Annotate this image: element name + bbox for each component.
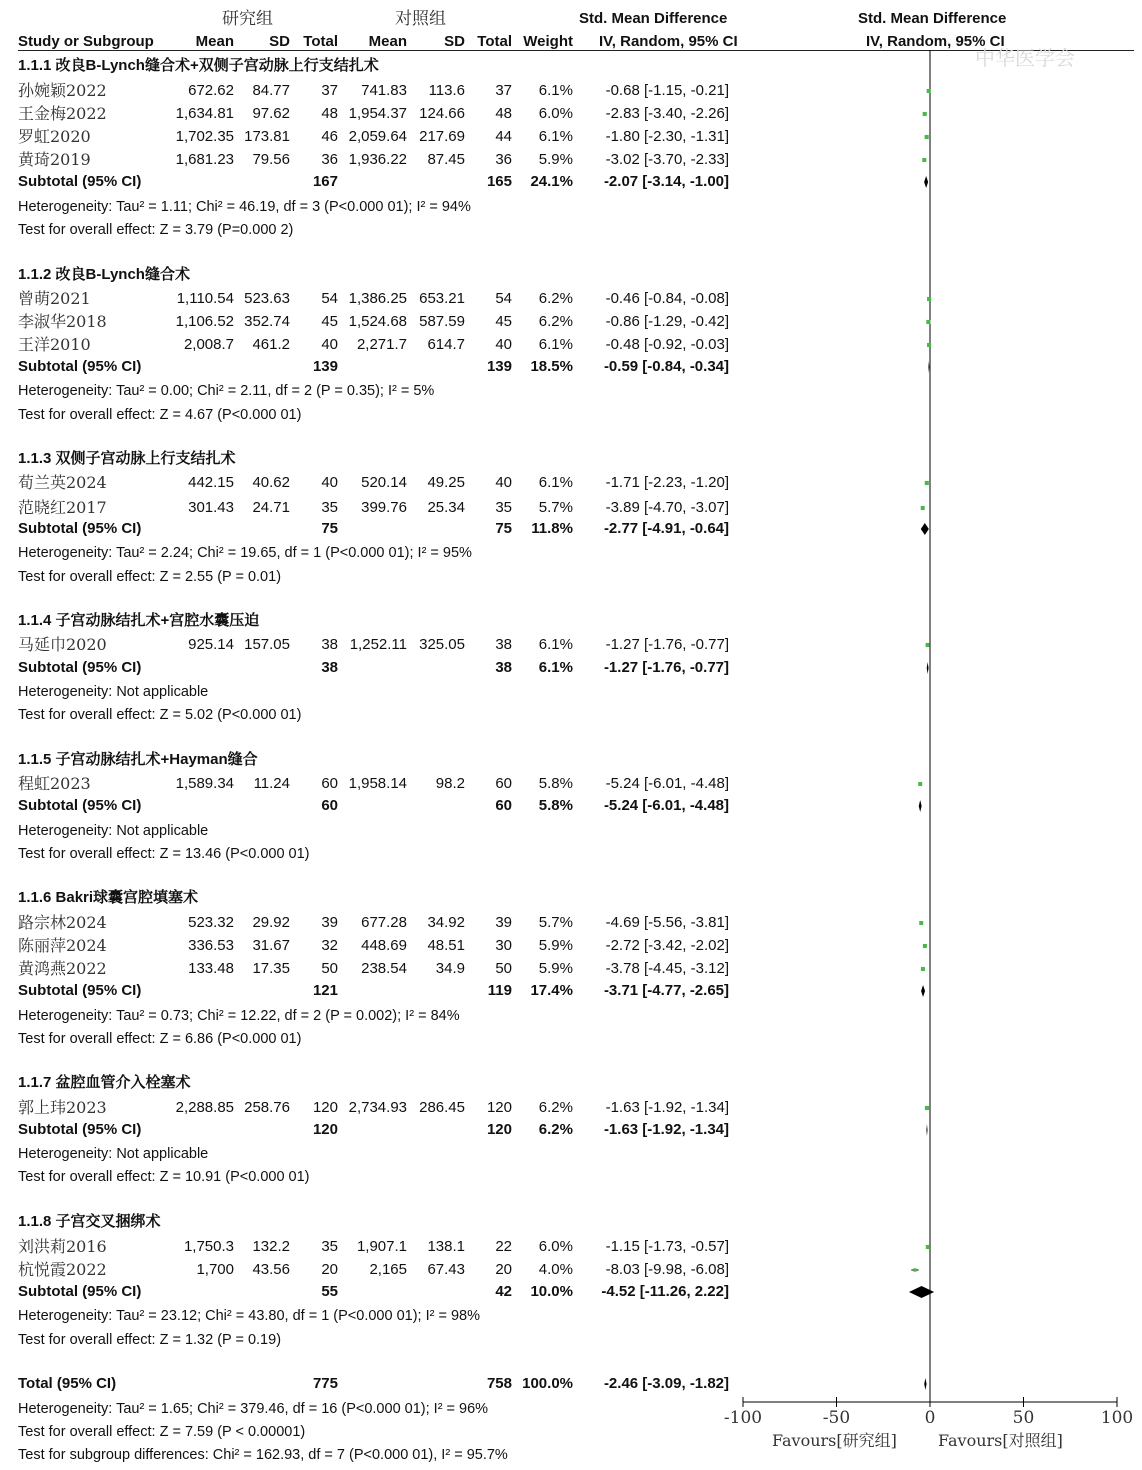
study-point <box>927 297 931 301</box>
study-name: 陈丽萍2024 <box>18 936 107 955</box>
study-sd1: 132.2 <box>252 1238 290 1255</box>
study-mean1: 2,008.7 <box>183 336 234 353</box>
subgroup-stat: Test for overall effect: Z = 13.46 (P<0.000 01) <box>18 846 310 862</box>
total-stat: Heterogeneity: Tau² = 1.65; Chi² = 379.46, df = 16 (P<0.000 01); I² = 96% <box>18 1401 489 1417</box>
study-weight: 5.7% <box>538 499 573 516</box>
study-n1: 54 <box>321 290 338 307</box>
total-n1: 775 <box>312 1375 338 1392</box>
study-ci: -3.89 [-4.70, -3.07] <box>605 499 729 516</box>
study-weight: 6.1% <box>538 474 573 491</box>
study-mean1: 2,288.85 <box>175 1099 234 1116</box>
x-tick-label: 50 <box>1012 1408 1035 1428</box>
study-sd2: 98.2 <box>435 775 465 792</box>
study-mean2: 677.28 <box>361 914 407 931</box>
study-name: 马延巾2020 <box>18 635 107 654</box>
study-n1: 48 <box>321 105 338 122</box>
study-sd2: 34.92 <box>427 914 465 931</box>
study-n1: 40 <box>321 474 338 491</box>
study-mean2: 399.76 <box>361 499 407 516</box>
study-n2: 40 <box>495 474 512 491</box>
col-mean1: Mean <box>195 33 234 50</box>
study-weight: 6.2% <box>538 313 573 330</box>
study-mean1: 336.53 <box>188 937 234 954</box>
study-mean2: 448.69 <box>361 937 407 954</box>
subgroup-stat: Test for overall effect: Z = 4.67 (P<0.000 01) <box>18 407 302 423</box>
x-tick-label: 100 <box>1100 1408 1134 1428</box>
subgroup-stat: Test for overall effect: Z = 6.86 (P<0.000 01) <box>18 1031 302 1047</box>
study-sd1: 24.71 <box>252 499 290 516</box>
study-sd1: 461.2 <box>252 336 290 353</box>
study-n2: 22 <box>495 1238 512 1255</box>
subgroup-stat: Heterogeneity: Not applicable <box>18 1146 209 1162</box>
study-weight: 6.1% <box>538 636 573 653</box>
study-n2: 20 <box>495 1261 512 1278</box>
study-mean2: 1,386.25 <box>348 290 407 307</box>
study-sd2: 124.66 <box>419 105 465 122</box>
study-mean1: 133.48 <box>188 960 234 977</box>
subtotal-n1: 121 <box>312 982 338 999</box>
study-mean1: 1,750.3 <box>183 1238 234 1255</box>
study-mean2: 741.83 <box>361 82 407 99</box>
study-n2: 40 <box>495 336 512 353</box>
study-n1: 36 <box>321 151 338 168</box>
study-n1: 37 <box>321 82 338 99</box>
subtotal-ci: -4.52 [-11.26, 2.22] <box>601 1283 729 1300</box>
study-mean1: 1,702.35 <box>175 128 234 145</box>
study-sd1: 84.77 <box>252 82 290 99</box>
subtotal-weight: 24.1% <box>530 173 573 190</box>
study-n2: 54 <box>495 290 512 307</box>
study-n1: 38 <box>321 636 338 653</box>
study-name: 路宗林2024 <box>18 913 107 932</box>
study-mean1: 1,106.52 <box>175 313 234 330</box>
subgroup-stat: Heterogeneity: Tau² = 0.00; Chi² = 2.11, df = 2 (P = 0.35); I² = 5% <box>18 383 435 399</box>
subgroup-title: 1.1.2 改良B-Lynch缝合术 <box>18 266 190 283</box>
study-point <box>918 782 922 786</box>
total-label: Total (95% CI) <box>18 1375 117 1392</box>
subtotal-n1: 139 <box>312 358 338 375</box>
study-n1: 120 <box>312 1099 338 1116</box>
study-sd2: 653.21 <box>419 290 465 307</box>
study-sd2: 87.45 <box>427 151 465 168</box>
study-point <box>925 481 929 485</box>
subgroup-stat: Heterogeneity: Tau² = 2.24; Chi² = 19.65, df = 1 (P<0.000 01); I² = 95% <box>18 545 472 561</box>
study-ci: -0.46 [-0.84, -0.08] <box>605 290 729 307</box>
study-point <box>921 506 925 510</box>
study-sd2: 48.51 <box>427 937 465 954</box>
total-stat: Test for overall effect: Z = 7.59 (P < 0.00001) <box>18 1424 306 1440</box>
study-mean1: 1,110.54 <box>176 290 234 307</box>
study-mean2: 1,524.68 <box>348 313 407 330</box>
study-n1: 60 <box>321 775 338 792</box>
study-ci: -1.15 [-1.73, -0.57] <box>605 1238 729 1255</box>
col-study: Study or Subgroup <box>18 33 154 50</box>
total-weight: 100.0% <box>522 1375 573 1392</box>
study-sd2: 217.69 <box>419 128 465 145</box>
study-ci: -1.71 [-2.23, -1.20] <box>605 474 729 491</box>
x-tick-label: 0 <box>924 1408 936 1428</box>
study-n1: 46 <box>321 128 338 145</box>
study-n1: 35 <box>321 499 338 516</box>
study-mean1: 301.43 <box>188 499 234 516</box>
study-sd2: 25.34 <box>427 499 465 516</box>
subgroup-title: 1.1.1 改良B-Lynch缝合术+双侧子宫动脉上行支结扎术 <box>18 57 379 74</box>
study-weight: 5.8% <box>538 775 573 792</box>
study-n1: 32 <box>321 937 338 954</box>
study-mean2: 2,271.7 <box>356 336 407 353</box>
study-ci: -1.80 [-2.30, -1.31] <box>605 128 729 145</box>
overall-diamond <box>924 1378 926 1390</box>
study-point <box>927 89 931 93</box>
study-weight: 6.1% <box>538 336 573 353</box>
subtotal-n2: 75 <box>495 520 512 537</box>
study-mean2: 2,165 <box>369 1261 407 1278</box>
study-sd2: 587.59 <box>419 313 465 330</box>
study-sd1: 97.62 <box>252 105 290 122</box>
subgroup-stat: Test for overall effect: Z = 2.55 (P = 0.01) <box>18 569 282 585</box>
study-ci: -3.02 [-3.70, -2.33] <box>605 151 729 168</box>
subtotal-weight: 6.2% <box>538 1121 573 1138</box>
subtotal-weight: 18.5% <box>530 358 573 375</box>
study-n2: 36 <box>495 151 512 168</box>
favours-right: Favours[对照组] <box>938 1431 1063 1450</box>
study-mean1: 1,700 <box>196 1261 234 1278</box>
subgroup-stat: Heterogeneity: Not applicable <box>18 684 209 700</box>
study-sd1: 79.56 <box>252 151 290 168</box>
subtotal-n2: 119 <box>487 982 512 999</box>
subgroup-title: 1.1.6 Bakri球囊宫腔填塞术 <box>18 889 199 906</box>
subtotal-n1: 55 <box>321 1283 338 1300</box>
study-point <box>919 921 923 925</box>
study-n2: 50 <box>495 960 512 977</box>
study-name: 孙婉颖2022 <box>18 81 107 100</box>
study-sd1: 17.35 <box>252 960 290 977</box>
subtotal-n2: 139 <box>486 358 512 375</box>
subtotal-n2: 120 <box>486 1121 512 1138</box>
study-name: 黄琦2019 <box>18 150 91 169</box>
subgroup-title: 1.1.8 子宫交叉捆绑术 <box>18 1213 161 1230</box>
total-n2: 758 <box>486 1375 512 1392</box>
subtotal-diamond <box>924 176 928 188</box>
study-weight: 6.2% <box>538 1099 573 1116</box>
study-n1: 50 <box>321 960 338 977</box>
study-sd1: 11.24 <box>253 775 290 792</box>
subtotal-weight: 5.8% <box>538 797 573 814</box>
study-sd1: 43.56 <box>252 1261 290 1278</box>
subtotal-ci: -1.27 [-1.76, -0.77] <box>603 659 729 676</box>
col-mean2: Mean <box>368 33 407 50</box>
study-sd1: 40.62 <box>252 474 290 491</box>
study-mean2: 1,958.14 <box>348 775 407 792</box>
study-sd2: 49.25 <box>427 474 465 491</box>
study-name: 王洋2010 <box>18 335 91 354</box>
study-mean1: 672.62 <box>188 82 234 99</box>
study-weight: 5.9% <box>538 960 573 977</box>
study-weight: 5.9% <box>538 151 573 168</box>
subgroup-stat: Heterogeneity: Not applicable <box>18 823 209 839</box>
study-n2: 35 <box>495 499 512 516</box>
group-label-control: 对照组 <box>395 9 446 29</box>
study-name: 曾萌2021 <box>18 289 91 308</box>
col-total1: Total <box>303 33 338 50</box>
subgroup-stat: Heterogeneity: Tau² = 1.11; Chi² = 46.19, df = 3 (P<0.000 01); I² = 94% <box>18 199 471 215</box>
study-name: 李淑华2018 <box>18 312 107 331</box>
subtotal-label: Subtotal (95% CI) <box>18 1121 142 1138</box>
subtotal-diamond <box>926 1124 927 1136</box>
study-name: 范晓红2017 <box>18 498 107 517</box>
study-mean1: 442.15 <box>188 474 234 491</box>
total-stat: Test for subgroup differences: Chi² = 162.93, df = 7 (P<0.000 01), I² = 95.7% <box>18 1447 508 1463</box>
subtotal-label: Subtotal (95% CI) <box>18 1283 142 1300</box>
total-ci: -2.46 [-3.09, -1.82] <box>603 1375 729 1392</box>
subgroup-title: 1.1.5 子宫动脉结扎术+Hayman缝合 <box>18 751 258 768</box>
favours-left: Favours[研究组] <box>772 1431 897 1450</box>
subtotal-ci: -5.24 [-6.01, -4.48] <box>603 797 729 814</box>
subtotal-ci: -0.59 [-0.84, -0.34] <box>603 358 729 375</box>
study-ci: -3.78 [-4.45, -3.12] <box>605 960 729 977</box>
study-point <box>926 320 930 324</box>
study-sd2: 34.9 <box>435 960 465 977</box>
study-point <box>927 343 931 347</box>
study-ci: -0.68 [-1.15, -0.21] <box>605 82 729 99</box>
study-mean2: 2,059.64 <box>348 128 407 145</box>
study-point <box>921 967 925 971</box>
study-ci: -0.86 [-1.29, -0.42] <box>605 313 729 330</box>
study-name: 荀兰英2024 <box>18 473 107 492</box>
col-smd-method: IV, Random, 95% CI <box>599 33 738 50</box>
subtotal-label: Subtotal (95% CI) <box>18 358 142 375</box>
study-ci: -5.24 [-6.01, -4.48] <box>605 775 729 792</box>
study-n2: 60 <box>495 775 512 792</box>
study-point <box>923 112 927 116</box>
subtotal-diamond <box>921 523 929 535</box>
study-n1: 20 <box>321 1261 338 1278</box>
subtotal-weight: 11.8% <box>531 520 573 537</box>
subgroup-stat: Test for overall effect: Z = 5.02 (P<0.000 01) <box>18 707 302 723</box>
study-sd2: 286.45 <box>419 1099 465 1116</box>
study-mean2: 238.54 <box>361 960 407 977</box>
subtotal-diamond <box>927 662 929 674</box>
study-ci: -2.72 [-3.42, -2.02] <box>605 937 729 954</box>
study-weight: 5.9% <box>538 937 573 954</box>
study-weight: 4.0% <box>538 1261 573 1278</box>
group-label-research: 研究组 <box>222 9 273 29</box>
study-point <box>913 1268 916 1271</box>
study-mean2: 2,734.93 <box>348 1099 407 1116</box>
study-ci: -2.83 [-3.40, -2.26] <box>605 105 729 122</box>
study-weight: 6.2% <box>538 290 573 307</box>
subtotal-n1: 167 <box>312 173 338 190</box>
study-mean2: 520.14 <box>361 474 407 491</box>
study-point <box>926 643 930 647</box>
study-name: 罗虹2020 <box>18 127 91 146</box>
study-n1: 45 <box>321 313 338 330</box>
subtotal-n1: 75 <box>321 520 338 537</box>
subgroup-stat: Test for overall effect: Z = 10.91 (P<0.000 01) <box>18 1169 310 1185</box>
study-mean1: 523.32 <box>188 914 234 931</box>
study-ci: -8.03 [-9.98, -6.08] <box>605 1261 729 1278</box>
watermark: 中华医学会 <box>975 46 1075 70</box>
study-sd2: 138.1 <box>427 1238 465 1255</box>
subgroup-stat: Test for overall effect: Z = 1.32 (P = 0.19) <box>18 1332 282 1348</box>
study-mean1: 925.14 <box>188 636 234 653</box>
subtotal-ci: -2.77 [-4.91, -0.64] <box>603 520 729 537</box>
study-sd2: 614.7 <box>427 336 465 353</box>
subtotal-label: Subtotal (95% CI) <box>18 982 142 999</box>
subgroup-stat: Heterogeneity: Tau² = 0.73; Chi² = 12.22, df = 2 (P = 0.002); I² = 84% <box>18 1008 460 1024</box>
subtotal-label: Subtotal (95% CI) <box>18 797 142 814</box>
study-mean1: 1,681.23 <box>175 151 234 168</box>
study-n2: 45 <box>495 313 512 330</box>
study-ci: -1.63 [-1.92, -1.34] <box>605 1099 729 1116</box>
study-point <box>925 135 929 139</box>
study-point <box>926 1245 930 1249</box>
subtotal-diamond <box>919 800 922 812</box>
study-weight: 6.1% <box>538 82 573 99</box>
study-n2: 48 <box>495 105 512 122</box>
study-name: 杭悦霞2022 <box>18 1260 107 1279</box>
study-sd1: 352.74 <box>244 313 290 330</box>
study-mean1: 1,589.34 <box>175 775 234 792</box>
study-sd2: 67.43 <box>427 1261 465 1278</box>
col-sd2: SD <box>444 33 465 50</box>
study-sd1: 31.67 <box>252 937 290 954</box>
col-total2: Total <box>477 33 512 50</box>
subgroup-title: 1.1.4 子宫动脉结扎术+宫腔水囊压迫 <box>18 612 260 629</box>
study-name: 程虹2023 <box>18 774 91 793</box>
study-sd1: 29.92 <box>252 914 290 931</box>
study-sd1: 523.63 <box>244 290 290 307</box>
study-name: 刘洪莉2016 <box>18 1237 107 1256</box>
subtotal-n1: 60 <box>321 797 338 814</box>
study-name: 郭上玮2023 <box>18 1098 107 1117</box>
study-n2: 38 <box>495 636 512 653</box>
study-n1: 40 <box>321 336 338 353</box>
study-sd1: 258.76 <box>244 1099 290 1116</box>
study-weight: 6.0% <box>538 105 573 122</box>
study-ci: -1.27 [-1.76, -0.77] <box>605 636 729 653</box>
study-mean2: 1,954.37 <box>348 105 407 122</box>
study-point <box>925 1106 929 1110</box>
study-point <box>922 158 926 162</box>
subtotal-label: Subtotal (95% CI) <box>18 173 142 190</box>
subtotal-n2: 42 <box>495 1283 512 1300</box>
study-mean2: 1,252.11 <box>349 636 407 653</box>
plot-title: Std. Mean Difference <box>858 10 1007 27</box>
subgroup-stat: Test for overall effect: Z = 3.79 (P=0.000 2) <box>18 222 294 238</box>
study-point <box>923 944 927 948</box>
study-n2: 120 <box>486 1099 512 1116</box>
subtotal-n2: 38 <box>495 659 512 676</box>
study-weight: 6.1% <box>538 128 573 145</box>
study-sd1: 157.05 <box>244 636 290 653</box>
study-ci: -0.48 [-0.92, -0.03] <box>605 336 729 353</box>
subgroup-title: 1.1.3 双侧子宫动脉上行支结扎术 <box>18 450 236 467</box>
study-weight: 5.7% <box>538 914 573 931</box>
study-mean2: 1,907.1 <box>356 1238 407 1255</box>
x-tick-label: -100 <box>723 1408 763 1428</box>
subtotal-ci: -2.07 [-3.14, -1.00] <box>603 173 729 190</box>
plot-method: IV, Random, 95% CI <box>866 33 1005 50</box>
subtotal-ci: -3.71 [-4.77, -2.65] <box>603 982 729 999</box>
subtotal-weight: 10.0% <box>530 1283 573 1300</box>
study-n2: 37 <box>495 82 512 99</box>
study-sd2: 113.6 <box>428 82 465 99</box>
subgroup-title: 1.1.7 盆腔血管介入栓塞术 <box>18 1074 191 1091</box>
study-name: 王金梅2022 <box>18 104 107 123</box>
subgroup-stat: Heterogeneity: Tau² = 23.12; Chi² = 43.80, df = 1 (P<0.000 01); I² = 98% <box>18 1308 481 1324</box>
study-n1: 39 <box>321 914 338 931</box>
subtotal-diamond <box>928 361 929 373</box>
x-tick-label: -50 <box>822 1408 851 1428</box>
study-mean1: 1,634.81 <box>175 105 234 122</box>
study-ci: -4.69 [-5.56, -3.81] <box>605 914 729 931</box>
study-sd1: 173.81 <box>244 128 290 145</box>
subtotal-n2: 60 <box>495 797 512 814</box>
subtotal-n2: 165 <box>486 173 512 190</box>
study-sd2: 325.05 <box>419 636 465 653</box>
study-n2: 30 <box>495 937 512 954</box>
subtotal-ci: -1.63 [-1.92, -1.34] <box>603 1121 729 1138</box>
subtotal-label: Subtotal (95% CI) <box>18 659 142 676</box>
study-n2: 39 <box>495 914 512 931</box>
col-smd-title: Std. Mean Difference <box>579 10 728 27</box>
subtotal-label: Subtotal (95% CI) <box>18 520 142 537</box>
study-mean2: 1,936.22 <box>348 151 407 168</box>
subtotal-n1: 38 <box>321 659 338 676</box>
study-weight: 6.0% <box>538 1238 573 1255</box>
col-sd1: SD <box>269 33 290 50</box>
col-weight: Weight <box>523 33 573 50</box>
subtotal-n1: 120 <box>312 1121 338 1138</box>
study-n2: 44 <box>495 128 512 145</box>
subtotal-weight: 6.1% <box>538 659 573 676</box>
subtotal-weight: 17.4% <box>530 982 573 999</box>
study-n1: 35 <box>321 1238 338 1255</box>
study-name: 黄鸿燕2022 <box>18 959 107 978</box>
subtotal-diamond <box>921 985 925 997</box>
